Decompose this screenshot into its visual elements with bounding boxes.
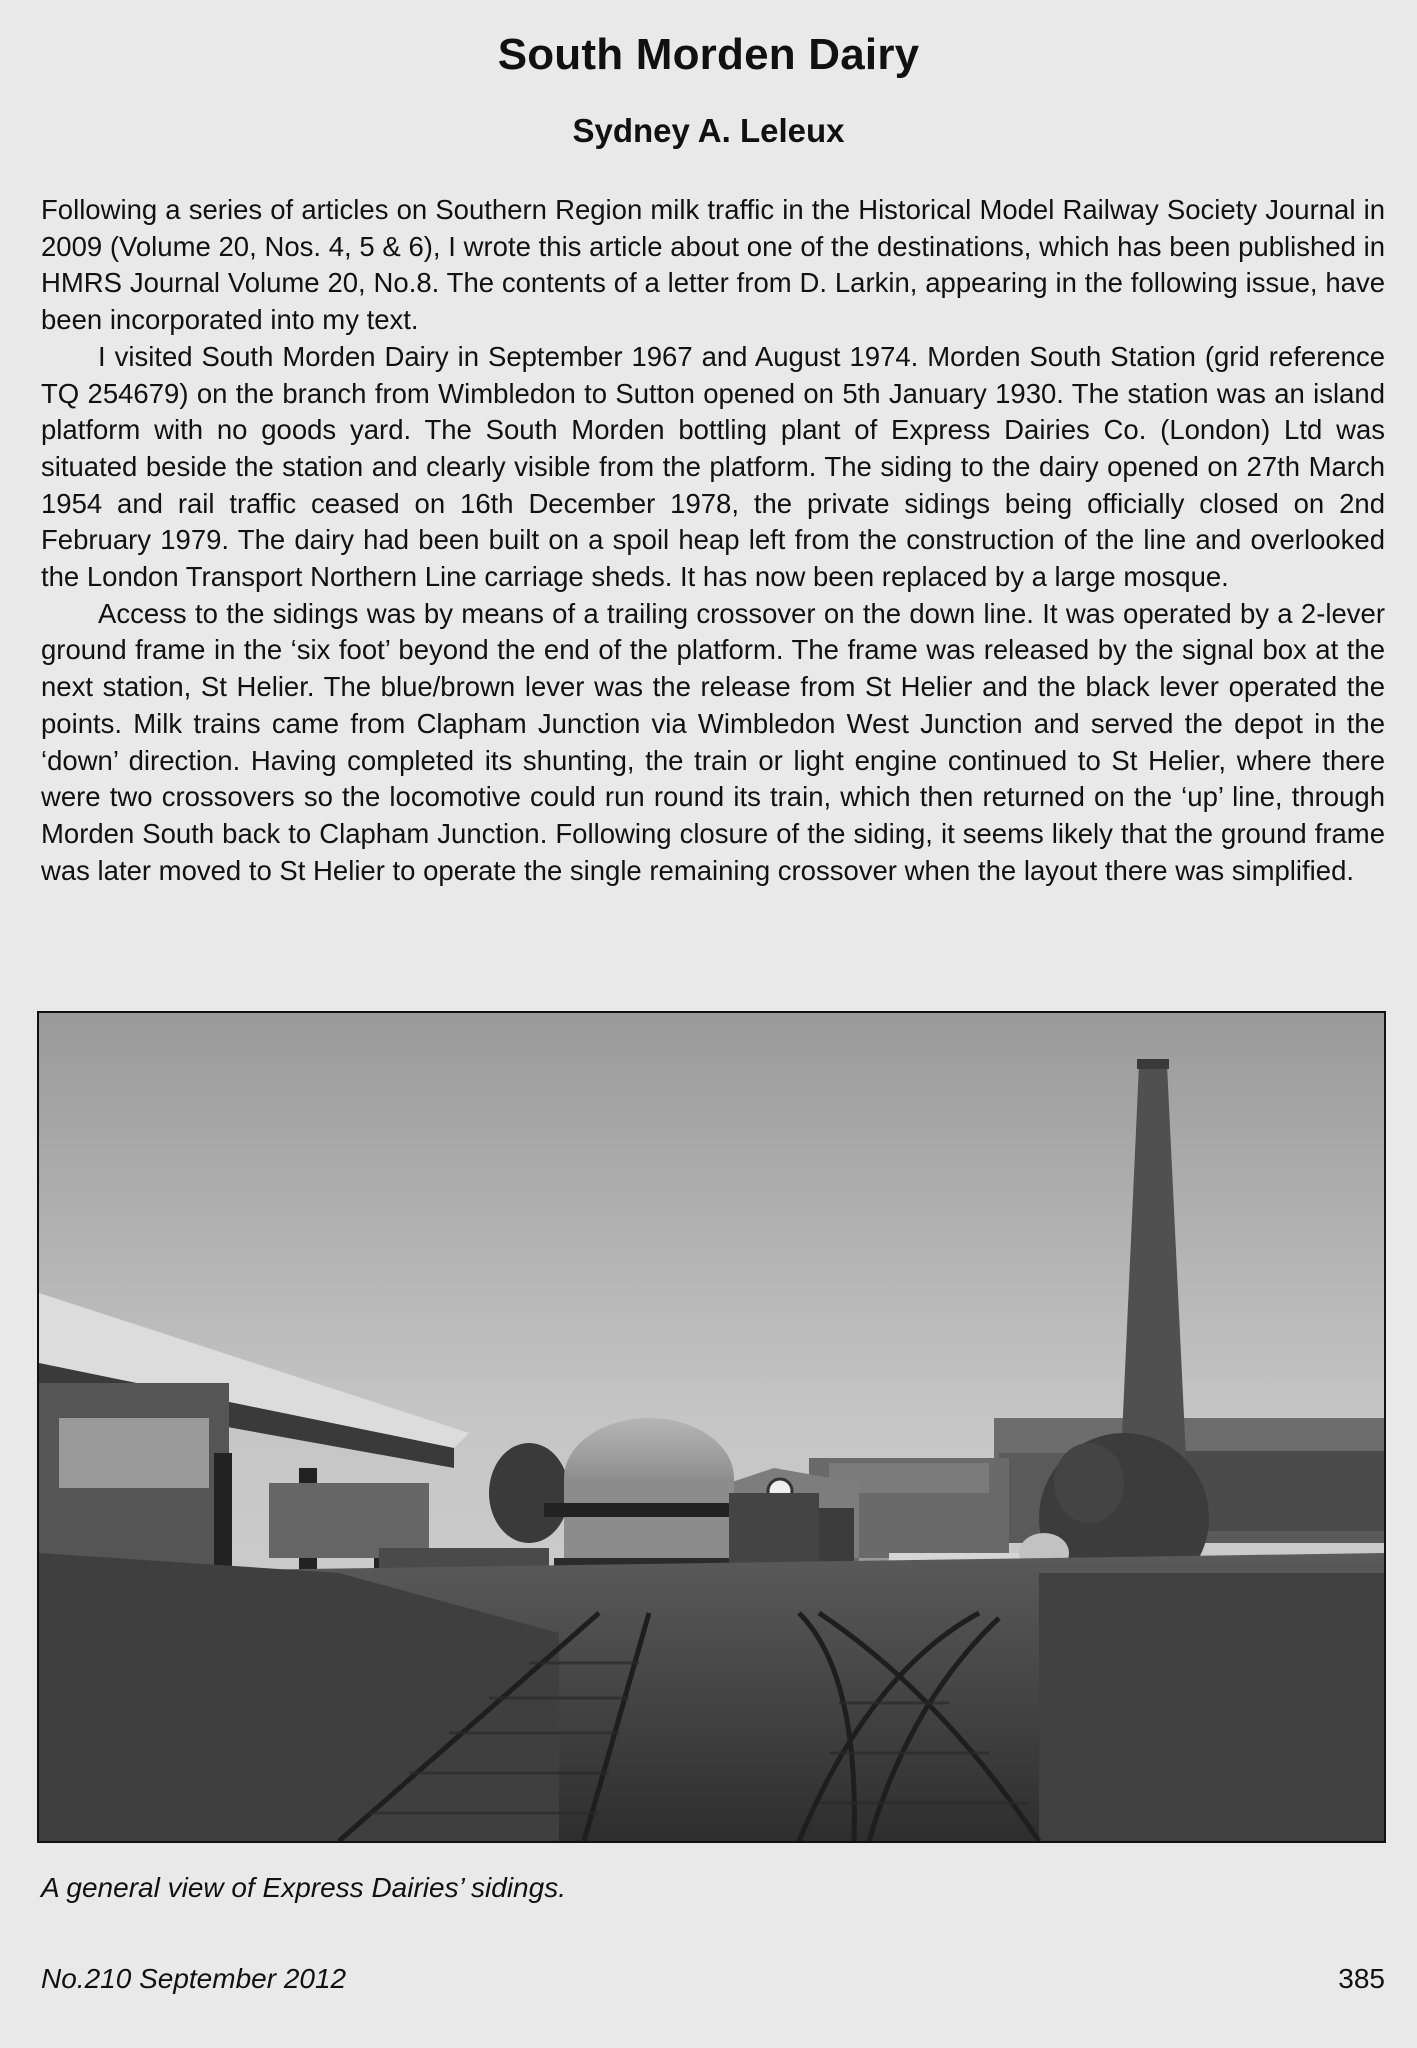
article-author: Sydney A. Leleux	[572, 112, 845, 149]
article-body	[41, 192, 1385, 889]
issue-footer: No.210 September 2012	[41, 1963, 347, 1994]
page-number: 385	[1338, 1963, 1385, 1994]
paragraph-3: Access to the sidings was by means of a trailing crossover on the down line. It was operated by a 2-lever ground frame in the ‘six foot’ beyond the end of the platform. The frame was released by the signal box at the next station, St Helier. The blue/brown lever was the release from St Helier and the black lever operated the points. Milk trains came from Clapham Junction via Wimbledon West Junction and served the depot in the ‘down’ direction. Having completed its shunting, the train or light engine continued to St Helier, where there were two crossovers so the locomotive could run round its train, which then returned on the ‘up’ line, through Morden South back to Clapham Junction. Following closure of the siding, it seems likely that the ground frame was later moved to St Helier to operate the single remaining crossover when the layout there was simplified.	[41, 597, 1385, 886]
figure-caption: A general view of Express Dairies’ sidings.	[41, 1872, 566, 1903]
paragraph-2: I visited South Morden Dairy in September 1967 and August 1974. Morden South Station (grid reference TQ 254679) on the branch from Wimbledon to Sutton opened on 5th January 1930. The station was an island platform with no goods yard. The South Morden bottling plant of Express Dairies Co. (London) Ltd was situated beside the station and clearly visible from the platform. The siding to the dairy opened on 27th March 1954 and rail traffic ceased on 16th December 1978, the private sidings being officially closed on 2nd February 1979. The dairy had been built on a spoil heap left from the construction of the line and overlooked the London Transport Northern Line carriage sheds. It has now been replaced by a large mosque.	[41, 340, 1385, 593]
paragraph-1: Following a series of articles on Southern Region milk traffic in the Historical Model Railway Society Journal in 2009 (Volume 20, Nos. 4, 5 & 6), I wrote this article about one of the destinations, which has been published in HMRS Journal Volume 20, No.8. The contents of a letter from D. Larkin, appearing in the following issue, have been incorporated into my text.	[41, 194, 1385, 336]
railway-sidings-photo	[37, 1011, 1386, 1843]
article-title: South Morden Dairy	[497, 30, 920, 79]
photo-illustration	[39, 1013, 1384, 1841]
